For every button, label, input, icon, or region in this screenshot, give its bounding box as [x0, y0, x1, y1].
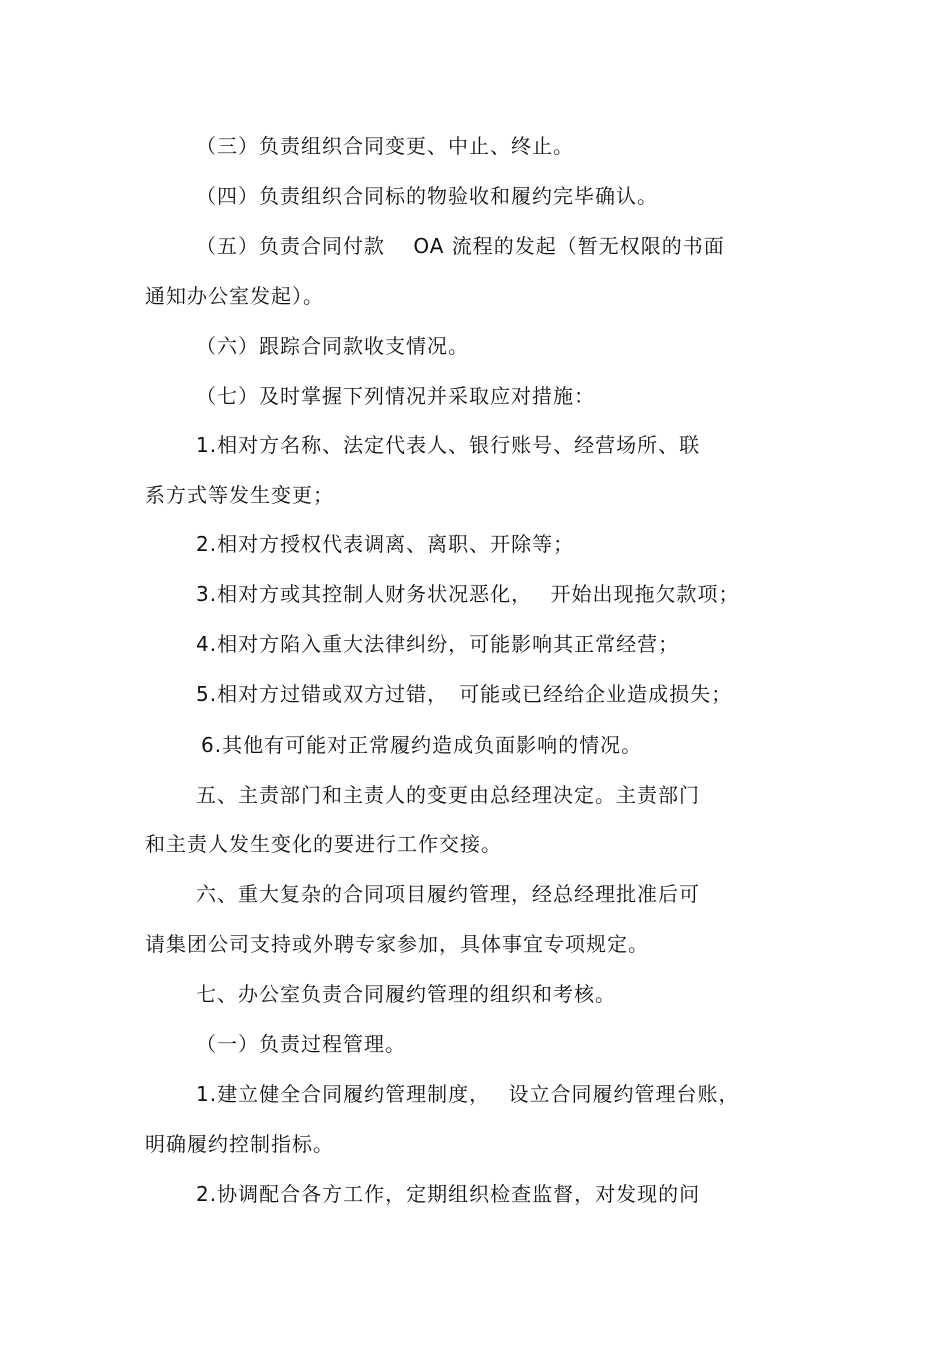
- paragraph-line: 请集团公司支持或外聘专家参加，具体事宜专项规定。: [145, 932, 649, 956]
- paragraph-line: 七、办公室负责合同履约管理的组织和考核。: [196, 982, 616, 1006]
- paragraph-line: （五）负责合同付款 OA 流程的发起（暂无权限的书面: [196, 234, 725, 258]
- paragraph-line: （七）及时掌握下列情况并采取应对措施：: [196, 384, 595, 408]
- paragraph-line: 1.建立健全合同履约管理制度， 设立合同履约管理台账，: [196, 1082, 740, 1106]
- paragraph-line: 通知办公室发起）。: [145, 284, 324, 308]
- paragraph-line: 6.其他有可能对正常履约造成负面影响的情况。: [201, 733, 643, 757]
- paragraph-line: （四）负责组织合同标的物验收和履约完毕确认。: [196, 184, 658, 208]
- paragraph-line: 1.相对方名称、法定代表人、银行账号、经营场所、联: [196, 433, 701, 457]
- paragraph-line: （三）负责组织合同变更、中止、终止。: [196, 134, 574, 158]
- paragraph-line: 2.协调配合各方工作，定期组织检查监督，对发现的问: [196, 1182, 701, 1206]
- paragraph-line: 六、重大复杂的合同项目履约管理，经总经理批准后可: [196, 882, 700, 906]
- paragraph-line: 明确履约控制指标。: [145, 1132, 334, 1156]
- paragraph-line: 和主责人发生变化的要进行工作交接。: [145, 832, 502, 856]
- paragraph-line: （一）负责过程管理。: [196, 1032, 406, 1056]
- paragraph-line: 5.相对方过错或双方过错， 可能或已经给企业造成损失；: [196, 682, 733, 706]
- paragraph-line: 3.相对方或其控制人财务状况恶化， 开始出现拖欠款项；: [196, 582, 740, 606]
- paragraph-line: 五、主责部门和主责人的变更由总经理决定。主责部门: [196, 783, 700, 807]
- paragraph-line: 2.相对方授权代表调离、离职、开除等；: [196, 532, 575, 556]
- paragraph-line: （六）跟踪合同款收支情况。: [196, 334, 469, 358]
- paragraph-line: 4.相对方陷入重大法律纠纷，可能影响其正常经营；: [196, 632, 680, 656]
- paragraph-line: 系方式等发生变更；: [145, 483, 334, 507]
